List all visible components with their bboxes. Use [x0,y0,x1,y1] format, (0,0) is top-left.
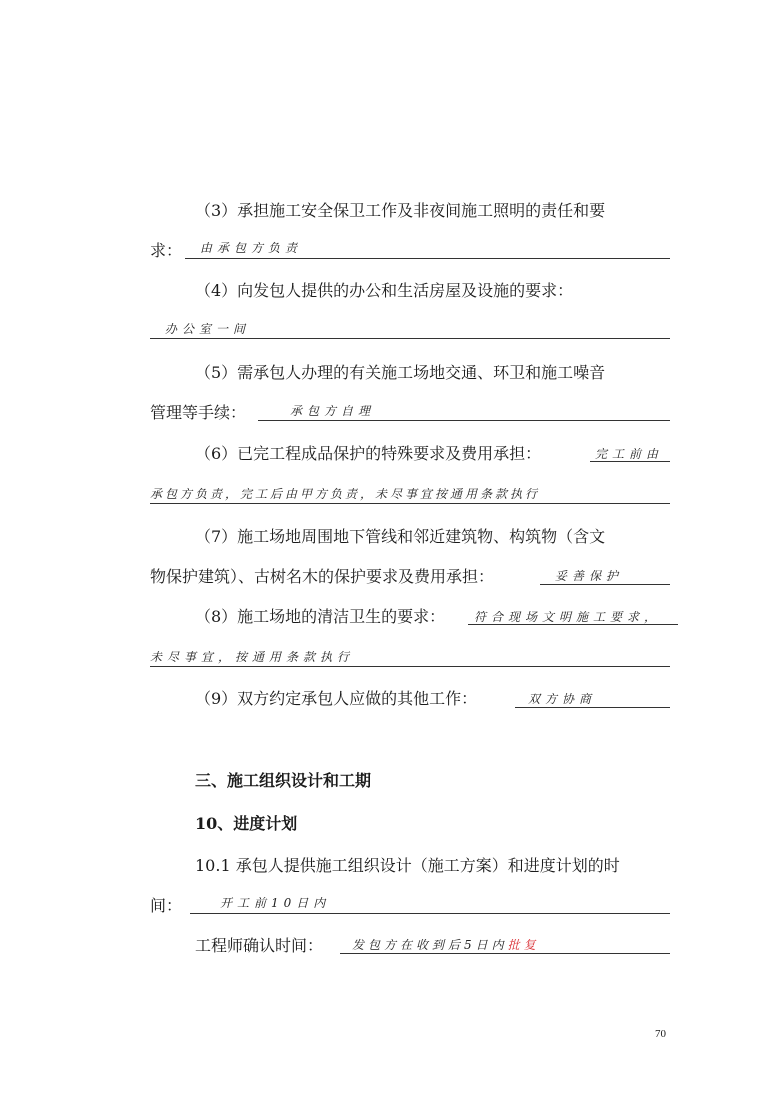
clause-10-1-handwriting: 开工前10日内 [220,896,331,910]
item-4-handwriting: 办公室一间 [165,322,251,336]
engineer-confirm-handwriting [352,936,540,953]
item-4-text: （4）向发包人提供的办公和生活房屋及设施的要求： [195,281,574,300]
item-3-handwriting: 由承包方负责 [200,241,303,255]
item-8-handwriting-1: 符合现场文明施工要求， [474,610,662,624]
item-7-handwriting: 妥善保护 [555,569,624,583]
clause-10-1-text: 10.1 承包人提供施工组织设计（施工方案）和进度计划的时 [195,856,620,875]
item-3-text-cont: 求： [150,241,183,260]
item-5-text: （5）需承包人办理的有关施工场地交通、环卫和施工噪音 [195,363,606,382]
item-7-text: （7）施工场地周围地下管线和邻近建筑物、构筑物（含文 [195,527,606,546]
item-3-text: （3）承担施工安全保卫工作及非夜间施工照明的责任和要 [195,201,606,220]
item-6-handwriting-1: 完工前由 [595,447,664,461]
item-6-handwriting-2: 承包方负责，完工后由甲方负责，未尽事宜按通用条款执行 [150,487,541,501]
item-6-text: （6）已完工程成品保护的特殊要求及费用承担： [195,444,542,463]
item-7-fill-line [540,584,670,585]
engineer-confirm-handwriting-red: 批复 [507,938,540,952]
clause-10-1-text-cont: 间： [150,896,183,915]
engineer-confirm-label: 工程师确认时间： [195,936,324,955]
subsection-heading: 10、进度计划 [195,814,298,833]
engineer-confirm-handwriting-black: 发包方在收到后5日内 [352,938,508,952]
item-5-handwriting: 承包方自理 [290,404,376,418]
item-9-text: （9）双方约定承包人应做的其他工作： [195,689,478,708]
item-9-handwriting: 双方协商 [528,692,597,706]
item-5-text-cont: 管理等手续： [150,403,247,422]
item-8-handwriting-2: 未尽事宜，按通用条款执行 [150,650,355,664]
item-9-fill-line [515,707,670,708]
item-5-fill-line [258,420,670,421]
item-3-fill-line [185,258,670,259]
item-8-text: （8）施工场地的清洁卫生的要求： [195,607,446,626]
item-8-fill-line-2 [150,666,670,667]
item-7-text-cont: 物保护建筑）、古树名木的保护要求及费用承担： [150,567,495,586]
page-number: 70 [655,1028,666,1040]
clause-10-1-fill-line [190,913,670,914]
section-heading: 三、施工组织设计和工期 [195,771,372,790]
item-6-fill-line-2 [150,503,670,504]
item-4-fill-line [150,338,670,339]
engineer-confirm-fill-line [340,953,670,954]
